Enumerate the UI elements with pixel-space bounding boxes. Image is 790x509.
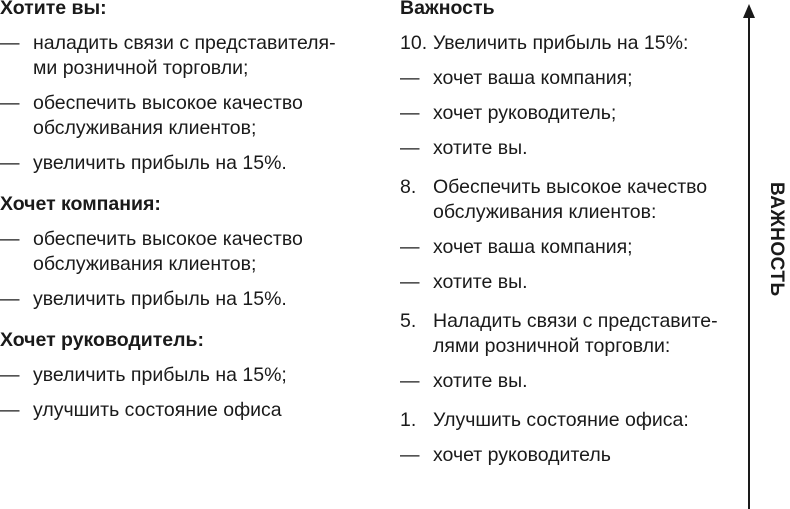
list-item-text: хочет ваша компания;: [433, 236, 633, 258]
priority-number: 1.: [400, 409, 417, 431]
dash-marker: —: [400, 102, 420, 124]
dash-marker: —: [0, 288, 20, 310]
list-item-text: хочет ваша компания;: [433, 67, 633, 89]
list-item-text: обеспечить высокое качество обслуживания клиентов;: [33, 92, 303, 139]
dash-marker: —: [0, 152, 20, 174]
list-item: [400, 270, 740, 295]
dash-marker: —: [0, 32, 20, 54]
axis-label: ВАЖНОСТЬ: [766, 182, 787, 297]
list-item-text: увеличить прибыль на 15%;: [33, 364, 287, 386]
right-column: [400, 0, 740, 468]
list-item-text: улучшить состояние офиса: [33, 399, 282, 421]
list-item-text: наладить связи с представителя- ми розничной торговли;: [33, 32, 336, 79]
list-item-text: увеличить прибыль на 15%.: [33, 288, 287, 310]
list-item: [400, 235, 740, 260]
list-item-text: хочет руководитель;: [433, 102, 617, 124]
dash-marker: —: [0, 364, 20, 386]
list-item-text: увеличить прибыль на 15%.: [33, 152, 287, 174]
priority-number: 8.: [400, 176, 417, 198]
section-heading-you: Хотите вы:: [0, 0, 107, 19]
priority-title: Увеличить прибыль на 15%:: [433, 32, 689, 54]
list-item: [400, 443, 740, 468]
importance-arrow-icon: [742, 4, 756, 509]
list-item: [400, 66, 740, 91]
priority-title: Обеспечить высокое качество обслуживания клиентов:: [433, 176, 708, 223]
priority-item: [400, 408, 740, 433]
list-item-text: хотите вы.: [433, 370, 528, 392]
priority-title: Улучшить состояние офиса:: [433, 409, 689, 431]
list-item-text: хотите вы.: [433, 137, 528, 159]
importance-heading: Важность: [400, 0, 495, 19]
priority-item: [400, 31, 740, 56]
dash-marker: —: [0, 399, 20, 421]
list-item: [400, 369, 740, 394]
priority-number: 10.: [400, 32, 428, 54]
list-item: [0, 91, 370, 141]
list-item: [0, 398, 370, 423]
list-item: [400, 136, 740, 161]
priority-item: [400, 175, 740, 225]
list-item-text: хочет руководитель: [433, 444, 611, 466]
list-item: [0, 31, 370, 81]
list-item-text: хотите вы.: [433, 271, 528, 293]
list-item: [0, 151, 370, 176]
dash-marker: —: [400, 236, 420, 258]
list-item: [0, 227, 370, 277]
priority-item: [400, 309, 740, 359]
section-heading-manager: Хочет руководитель:: [0, 329, 204, 351]
dash-marker: —: [0, 92, 20, 114]
dash-marker: —: [400, 67, 420, 89]
left-column: [0, 0, 370, 423]
list-item: [0, 287, 370, 312]
priority-number: 5.: [400, 310, 417, 332]
list-item-text: обеспечить высокое качество обслуживания клиентов;: [33, 228, 303, 275]
priority-title: Наладить связи с представите- лями розничной торговли:: [433, 310, 718, 357]
dash-marker: —: [400, 137, 420, 159]
section-heading-company: Хочет компания:: [0, 193, 161, 215]
dash-marker: —: [400, 271, 420, 293]
dash-marker: —: [400, 444, 420, 466]
dash-marker: —: [400, 370, 420, 392]
list-item: [0, 363, 370, 388]
list-item: [400, 101, 740, 126]
dash-marker: —: [0, 228, 20, 250]
